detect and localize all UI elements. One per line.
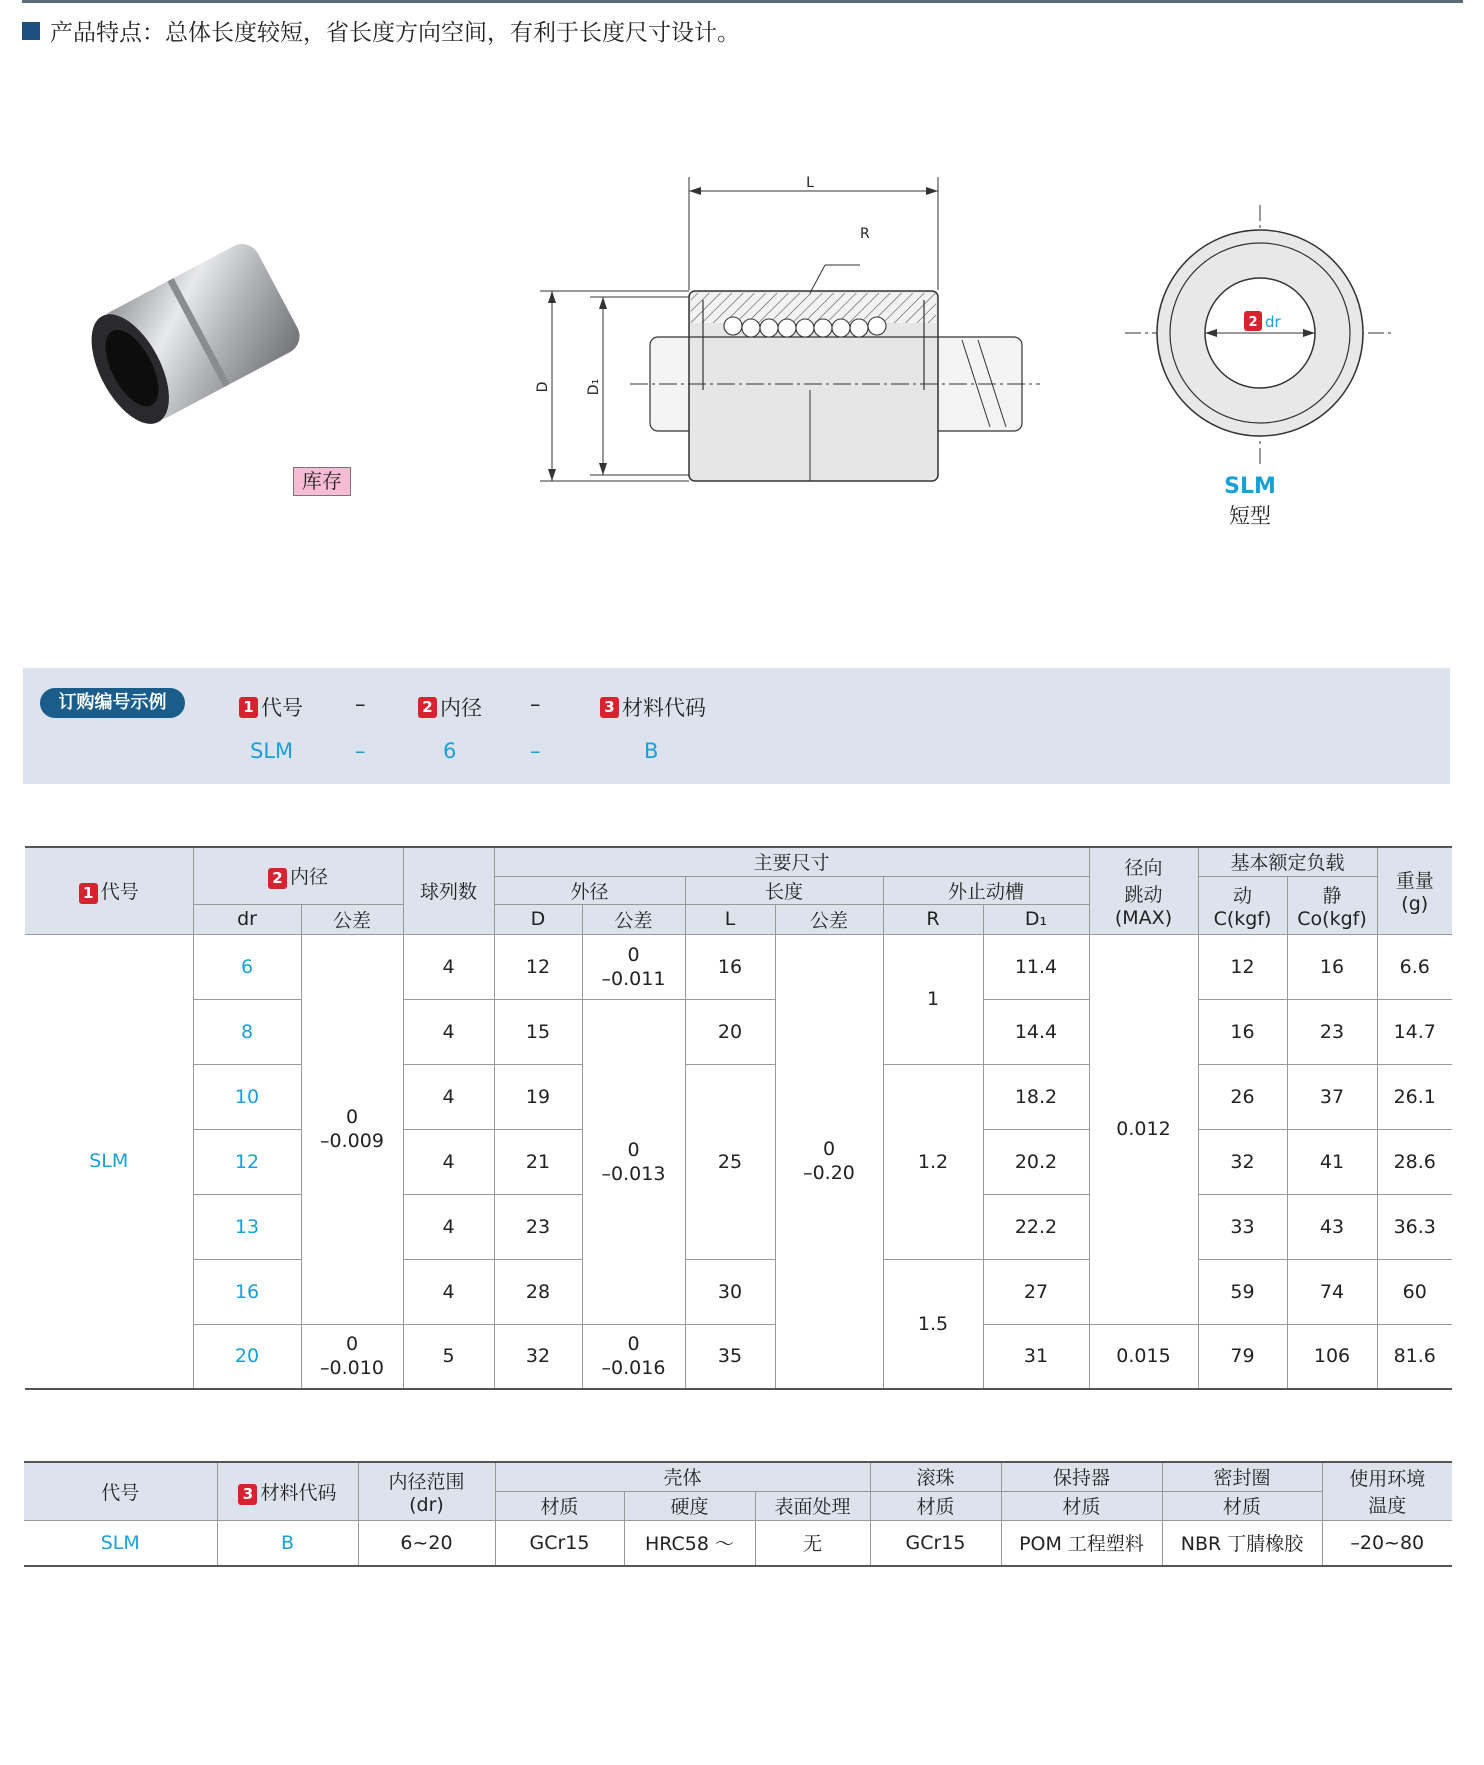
cell-D1: 31 — [983, 1324, 1089, 1389]
square-bullet-icon — [22, 22, 40, 40]
cell-D-tol: 0 –0.013 — [582, 999, 685, 1324]
order-label-inner — [418, 692, 482, 722]
cell-weight: 28.6 — [1377, 1129, 1452, 1194]
cell-D1: 14.4 — [983, 999, 1089, 1064]
cell-weight: 14.7 — [1377, 999, 1452, 1064]
order-label-text: 材料代码 — [622, 696, 706, 720]
header-outer: 外径 — [494, 876, 685, 904]
cell-D-tol: 0 –0.016 — [582, 1324, 685, 1389]
cell-Co: 23 — [1287, 999, 1377, 1064]
cell-balls: 4 — [403, 1129, 494, 1194]
cell-Co: 37 — [1287, 1064, 1377, 1129]
mheader-retainer: 保持器 — [1001, 1462, 1162, 1491]
cell-C: 16 — [1198, 999, 1287, 1064]
mheader-surface: 表面处理 — [755, 1491, 870, 1520]
cell-D: 23 — [494, 1194, 582, 1259]
mheader-ball-material: 材质 — [870, 1491, 1001, 1520]
mheader-shell: 壳体 — [495, 1462, 870, 1491]
mheader-env: 使用环境 温度 — [1322, 1462, 1452, 1520]
order-label-text: 内径 — [440, 696, 482, 720]
model-name: SLM — [1224, 474, 1276, 499]
dim-D1-label: D₁ — [586, 378, 602, 396]
cell-dr: 8 — [193, 999, 301, 1064]
header-groove: 外止动槽 — [883, 876, 1089, 904]
cross-section-drawing — [520, 165, 1060, 495]
order-example-badge: 订购编号示例 — [40, 688, 185, 718]
mheader-code: 代号 — [24, 1462, 217, 1520]
feature-text: 产品特点：总体长度较短，省长度方向空间，有利于长度尺寸设计。 — [50, 20, 740, 46]
mcell-temp: –20~80 — [1322, 1520, 1452, 1566]
header-dr: dr — [193, 904, 301, 934]
header-D1: D₁ — [983, 904, 1089, 934]
cell-L: 16 — [685, 934, 775, 999]
header-D: D — [494, 904, 582, 934]
cell-L: 30 — [685, 1259, 775, 1324]
product-photo — [85, 225, 325, 440]
mcell-range: 6~20 — [358, 1520, 495, 1566]
cell-balls: 4 — [403, 934, 494, 999]
mheader-hardness: 硬度 — [624, 1491, 755, 1520]
mcell-seal: NBR 丁腈橡胶 — [1162, 1520, 1322, 1566]
cell-D1: 22.2 — [983, 1194, 1089, 1259]
mcell-shell-material: GCr15 — [495, 1520, 624, 1566]
table-row — [25, 999, 1452, 1064]
cell-L-tol: 0 –0.20 — [775, 934, 883, 1389]
order-value-inner: 6 — [443, 739, 457, 763]
mcell-ball: GCr15 — [870, 1520, 1001, 1566]
feature-heading — [22, 14, 740, 47]
mcell-surface: 无 — [755, 1520, 870, 1566]
cell-dr-tol: 0 –0.010 — [301, 1324, 403, 1389]
cell-D1: 18.2 — [983, 1064, 1089, 1129]
table-row — [25, 1259, 1452, 1324]
mcell-material-code: B — [217, 1520, 358, 1566]
table-row — [25, 934, 1452, 999]
dim-D-label: D — [535, 381, 551, 393]
order-dash: – — [355, 692, 366, 716]
cell-C: 59 — [1198, 1259, 1287, 1324]
cell-dr-tol: 0 –0.009 — [301, 934, 403, 1324]
cell-C: 32 — [1198, 1129, 1287, 1194]
table-row — [25, 1324, 1452, 1389]
cell-Co: 16 — [1287, 934, 1377, 999]
header-inner: 2 内径 — [193, 847, 403, 904]
end-view-drawing — [1120, 200, 1400, 470]
cell-balls: 4 — [403, 1064, 494, 1129]
material-table — [24, 1461, 1452, 1567]
cell-dr: 6 — [193, 934, 301, 999]
mcell-hardness: HRC58 ～ — [624, 1520, 755, 1566]
cell-balls: 4 — [403, 1194, 494, 1259]
cell-dr: 13 — [193, 1194, 301, 1259]
num-badge-2: 2 — [418, 697, 437, 718]
cell-Co: 41 — [1287, 1129, 1377, 1194]
cell-R: 1.2 — [883, 1064, 983, 1259]
cell-weight: 60 — [1377, 1259, 1452, 1324]
cell-dr: 10 — [193, 1064, 301, 1129]
dr-num-label: 2 — [1248, 315, 1258, 330]
mheader-retainer-material: 材质 — [1001, 1491, 1162, 1520]
mheader-seal-material: 材质 — [1162, 1491, 1322, 1520]
header-runout: 径向 跳动 (MAX) — [1089, 847, 1198, 934]
dim-dr-label: dr — [1265, 313, 1281, 331]
header-L-tol: 公差 — [775, 904, 883, 934]
cell-Co: 43 — [1287, 1194, 1377, 1259]
cell-L: 35 — [685, 1324, 775, 1389]
header-weight: 重量 (g) — [1377, 847, 1452, 934]
top-rule — [22, 0, 1463, 3]
cell-D: 28 — [494, 1259, 582, 1324]
header-length: 长度 — [685, 876, 883, 904]
header-dyn: 动 C(kgf) — [1198, 876, 1287, 934]
header-code: 1 代号 — [25, 847, 193, 934]
mcell-code: SLM — [24, 1520, 217, 1566]
cell-weight: 81.6 — [1377, 1324, 1452, 1389]
stock-badge: 库存 — [293, 467, 351, 496]
cell-runout: 0.015 — [1089, 1324, 1198, 1389]
order-label-text: 代号 — [261, 696, 303, 720]
spec-table — [25, 846, 1452, 1390]
cell-L: 20 — [685, 999, 775, 1064]
header-balls: 球列数 — [403, 847, 494, 934]
order-label-material — [600, 692, 706, 722]
cell-weight: 36.3 — [1377, 1194, 1452, 1259]
dim-L-label: L — [806, 175, 814, 191]
order-value-code: SLM — [250, 739, 294, 763]
cell-dr: 16 — [193, 1259, 301, 1324]
cell-C: 33 — [1198, 1194, 1287, 1259]
cell-D1: 27 — [983, 1259, 1089, 1324]
header-L: L — [685, 904, 775, 934]
cell-C: 12 — [1198, 934, 1287, 999]
header-stat: 静 Co(kgf) — [1287, 876, 1377, 934]
cell-weight: 6.6 — [1377, 934, 1452, 999]
cell-R: 1 — [883, 934, 983, 1064]
order-label-code — [239, 692, 303, 722]
cell-C: 26 — [1198, 1064, 1287, 1129]
cell-L: 25 — [685, 1064, 775, 1259]
header-R: R — [883, 904, 983, 934]
cell-D1: 20.2 — [983, 1129, 1089, 1194]
mheader-seal: 密封圈 — [1162, 1462, 1322, 1491]
cell-weight: 26.1 — [1377, 1064, 1452, 1129]
mheader-ball: 滚珠 — [870, 1462, 1001, 1491]
mheader-shell-material: 材质 — [495, 1491, 624, 1520]
order-dash: – — [355, 739, 366, 763]
cell-D: 21 — [494, 1129, 582, 1194]
header-D-tol: 公差 — [582, 904, 685, 934]
cell-balls: 5 — [403, 1324, 494, 1389]
cell-runout: 0.012 — [1089, 934, 1198, 1324]
header-load: 基本额定负载 — [1198, 847, 1377, 876]
cell-balls: 4 — [403, 1259, 494, 1324]
cell-D: 12 — [494, 934, 582, 999]
cell-D: 19 — [494, 1064, 582, 1129]
cell-D: 32 — [494, 1324, 582, 1389]
table-row — [25, 1064, 1452, 1129]
header-main: 主要尺寸 — [494, 847, 1089, 876]
cell-D1: 11.4 — [983, 934, 1089, 999]
mheader-range: 内径范围 (dr) — [358, 1462, 495, 1520]
cell-balls: 4 — [403, 999, 494, 1064]
table-row — [24, 1520, 1452, 1566]
cell-code: SLM — [25, 934, 193, 1389]
order-dash: – — [530, 739, 541, 763]
mheader-material-code: 3 材料代码 — [217, 1462, 358, 1520]
cell-dr: 12 — [193, 1129, 301, 1194]
header-dr-tol: 公差 — [301, 904, 403, 934]
order-example-panel — [23, 668, 1450, 784]
dim-R-label: R — [860, 226, 870, 242]
order-dash: – — [530, 692, 541, 716]
cell-D: 15 — [494, 999, 582, 1064]
cell-dr: 20 — [193, 1324, 301, 1389]
cell-Co: 74 — [1287, 1259, 1377, 1324]
model-type: 短型 — [1229, 504, 1271, 528]
mcell-retainer: POM 工程塑料 — [1001, 1520, 1162, 1566]
order-value-material: B — [644, 739, 659, 763]
num-badge-1: 1 — [239, 697, 258, 718]
cell-R: 1.5 — [883, 1259, 983, 1389]
cell-Co: 106 — [1287, 1324, 1377, 1389]
cell-C: 79 — [1198, 1324, 1287, 1389]
cell-D-tol: 0 –0.011 — [582, 934, 685, 999]
num-badge-3: 3 — [600, 697, 619, 718]
